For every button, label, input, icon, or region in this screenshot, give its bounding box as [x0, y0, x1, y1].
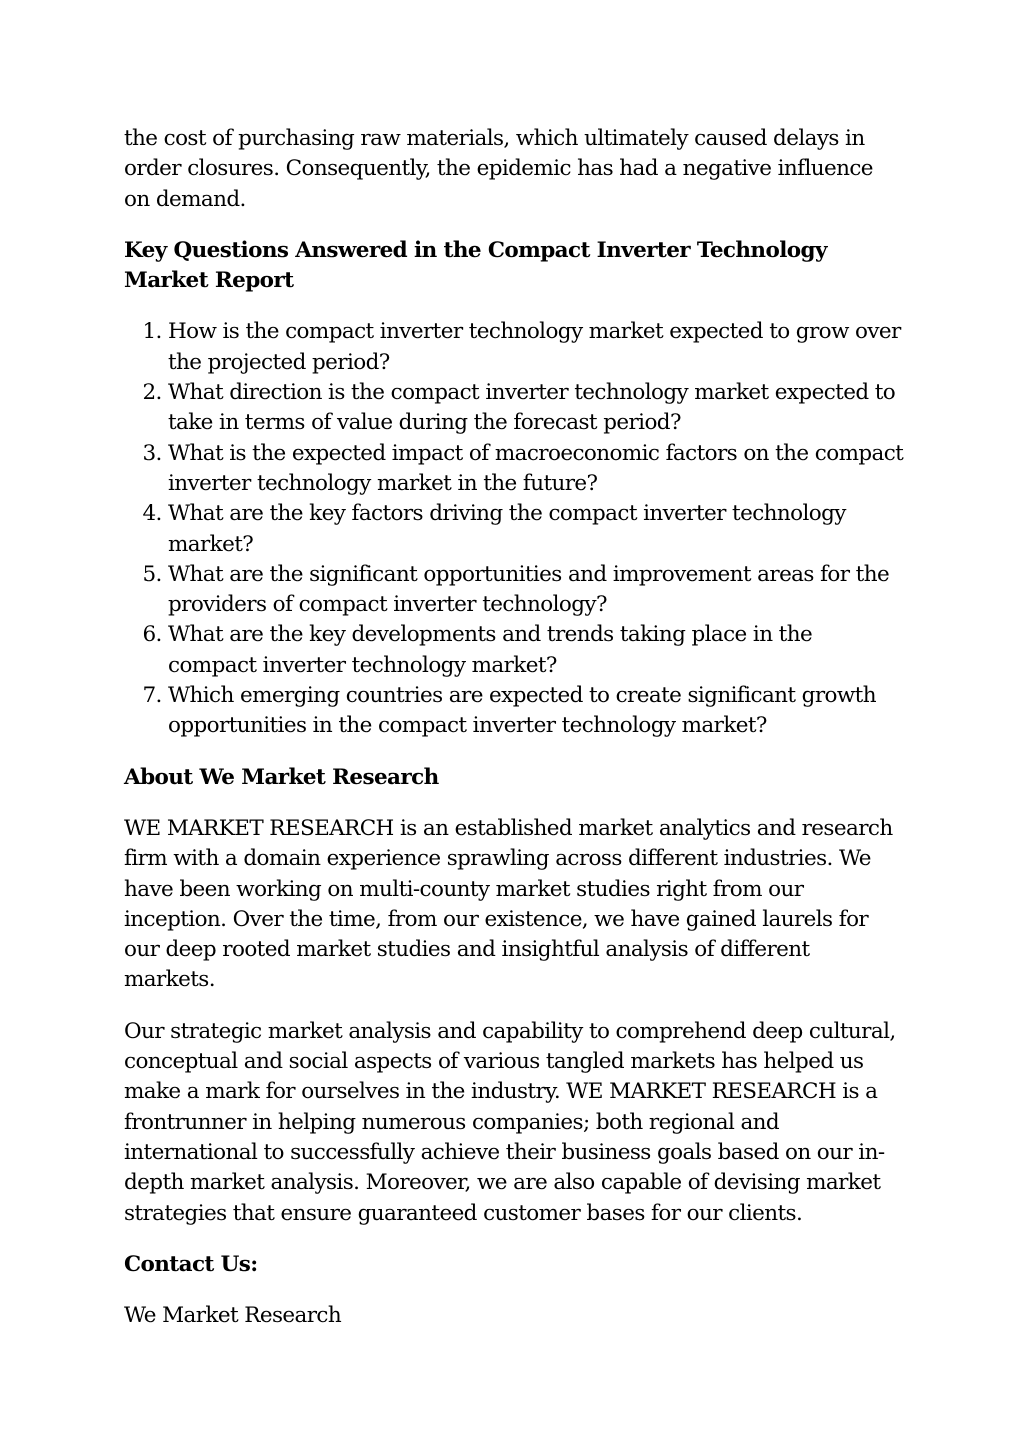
about-paragraph-2: Our strategic market analysis and capability to comprehend deep cultural, conceptual and social aspects of various tangled markets has helped us make a mark for ourselves in the industry. WE MARKET RESEARCH is a frontrunner in helping numerous companies; both regional and international to successfully achieve their business goals based on our in-depth market analysis. Moreover, we are also capable of devising market strategies that ensure guaranteed customer bases for our clients.	[124, 1018, 896, 1226]
questions-list	[124, 317, 904, 741]
list-item: 2. What direction is the compact inverter technology market expected to take in terms of value during the forecast period?	[168, 378, 904, 439]
about-paragraph-1: WE MARKET RESEARCH is an established market analytics and research firm with a domain experience sprawling across different industries. We have been working on multi-county market studies right from our inception. Over the time, from our existence, we have gained laurels for our deep rooted market studies and insightful analysis of different markets.	[124, 815, 893, 993]
document-page	[124, 124, 904, 1352]
about-heading: About We Market Research	[124, 764, 439, 790]
list-item: 5. What are the significant opportunities and improvement areas for the providers of compact inverter technology?	[168, 560, 904, 621]
list-item: 1. How is the compact inverter technology market expected to grow over the projected period?	[168, 317, 904, 378]
list-item: 6. What are the key developments and trends taking place in the compact inverter technology market?	[168, 620, 904, 681]
list-item: 7. Which emerging countries are expected to create significant growth opportunities in the compact inverter technology market?	[168, 681, 904, 742]
intro-paragraph: the cost of purchasing raw materials, which ultimately caused delays in order closures. Consequently, the epidemic has had a negative influence on demand.	[124, 126, 873, 212]
list-item: 3. What is the expected impact of macroeconomic factors on the compact inverter technology market in the future?	[168, 439, 904, 500]
key-questions-heading: Key Questions Answered in the Compact Inverter Technology Market Report	[124, 237, 827, 294]
contact-name: We Market Research	[124, 1303, 342, 1329]
contact-heading: Contact Us:	[124, 1251, 258, 1277]
list-item: 4. What are the key factors driving the compact inverter technology market?	[168, 499, 904, 560]
